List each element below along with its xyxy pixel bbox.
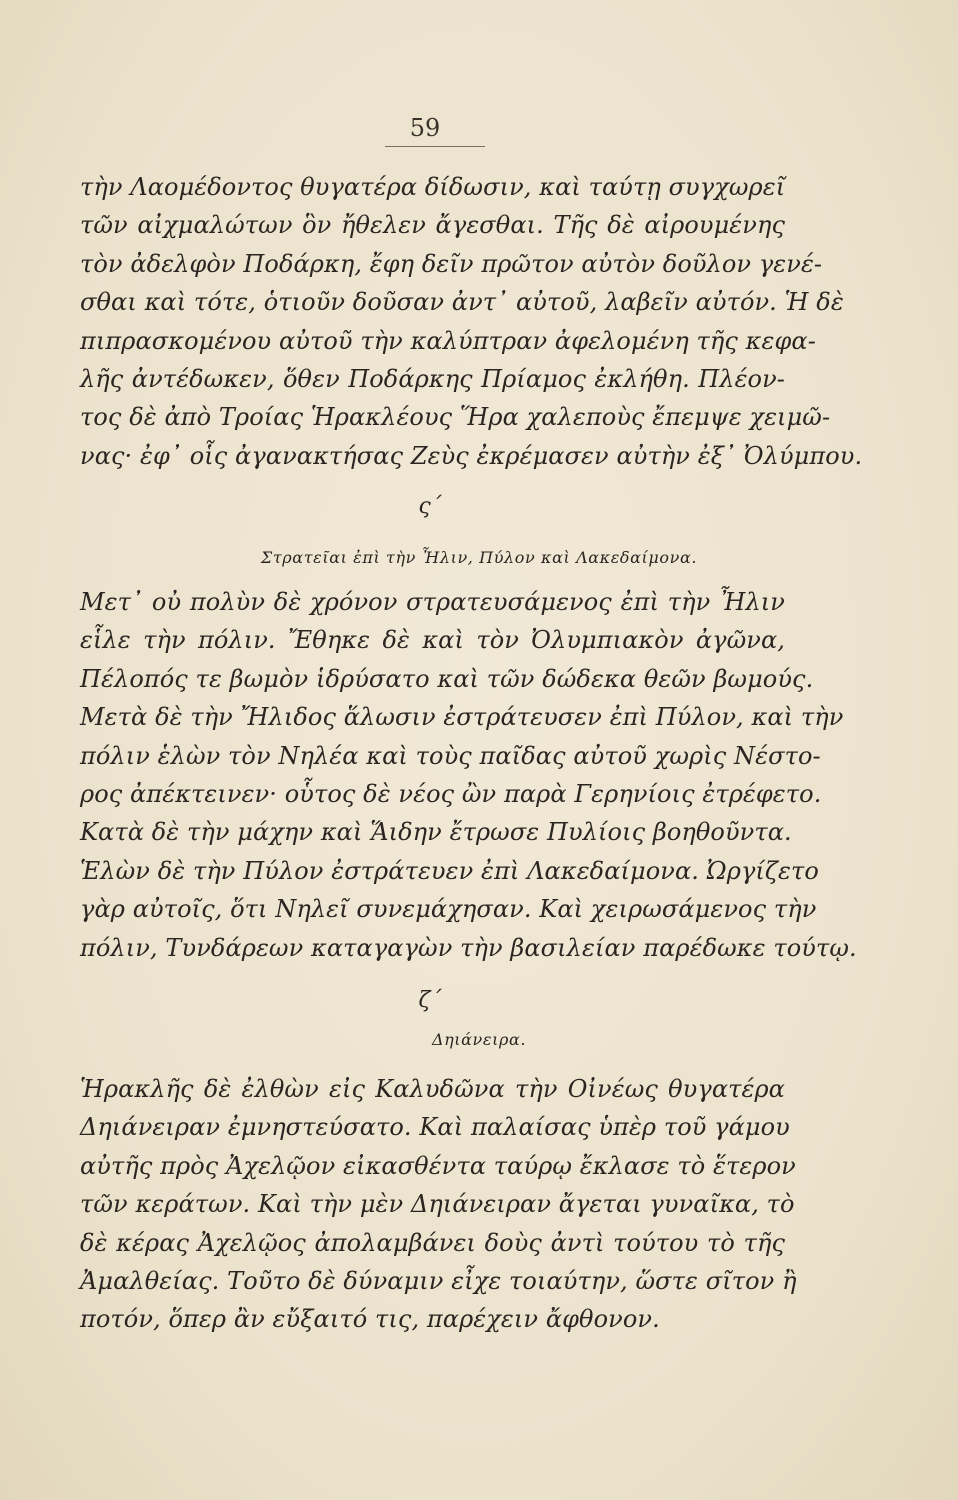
text-line: Ἀμαλθείας. Τοῦτο δὲ δύναμιν εἶχε τοιαύτην, ὥστε σῖτον ἢ bbox=[80, 1266, 797, 1295]
text-line: τὸν ἀδελφὸν Ποδάρκη, ἔφη δεῖν πρῶτον αὐτὸν δοῦλον γενέ- bbox=[80, 249, 823, 278]
paragraph-continuation bbox=[80, 168, 863, 475]
section-7-body bbox=[80, 1070, 797, 1339]
section-6-numeral: ς΄ bbox=[418, 494, 442, 519]
text-line: ποτόν, ὅπερ ἂν εὔξαιτό τις, παρέχειν ἄφθονον. bbox=[80, 1305, 660, 1334]
text-line: πόλιν ἑλὼν τὸν Νηλέα καὶ τοὺς παῖδας αὐτοῦ χωρὶς Νέστο- bbox=[80, 741, 821, 770]
text-line: Ἡρακλῆς δὲ ἐλθὼν εἰς Καλυδῶνα τὴν Οἰνέως θυγατέρα bbox=[80, 1075, 785, 1103]
text-line: γὰρ αὐτοῖς, ὅτι Νηλεῖ συνεμάχησαν. Καὶ χειρωσάμενος τὴν bbox=[80, 895, 817, 924]
section-7-heading: Δηιάνειρα. bbox=[431, 1030, 527, 1049]
text-line: Μετὰ δὲ τὴν Ἤλιδος ἅλωσιν ἐστράτευσεν ἐπὶ Πύλον, καὶ τὴν bbox=[80, 703, 844, 732]
section-6-heading: Στρατεῖαι ἐπὶ τὴν Ἦλιν, Πύλον καὶ Λακεδαίμονα. bbox=[260, 548, 698, 567]
text-line: Δηιάνειραν ἐμνηστεύσατο. Καὶ παλαίσας ὑπὲρ τοῦ γάμου bbox=[80, 1113, 790, 1142]
text-line: τος δὲ ἀπὸ Τροίας Ἡρακλέους Ἥρα χαλεποὺς ἔπεμψε χειμῶ- bbox=[80, 403, 831, 432]
page-number: 59 bbox=[409, 114, 441, 142]
text-line: εἷλε τὴν πόλιν. Ἔθηκε δὲ καὶ τὸν Ὀλυμπιακὸν ἀγῶνα, bbox=[80, 626, 785, 655]
text-line: τῶν αἰχμαλώτων ὃν ἤθελεν ἄγεσθαι. Τῆς δὲ αἰρουμένης bbox=[80, 211, 785, 240]
text-line: πόλιν, Τυνδάρεων καταγαγὼν τὴν βασιλείαν παρέδωκε τούτῳ. bbox=[80, 933, 857, 962]
text-line: Πέλοπός τε βωμὸν ἱδρύσατο καὶ τῶν δώδεκα θεῶν βωμούς. bbox=[80, 664, 814, 693]
text-line: τῶν κεράτων. Καὶ τὴν μὲν Δηιάνειραν ἄγεται γυναῖκα, τὸ bbox=[80, 1190, 795, 1219]
text-line: πιπρασκομένου αὐτοῦ τὴν καλύπτραν ἀφελομένη τῆς κεφα- bbox=[80, 326, 816, 355]
text-line: Ἑλὼν δὲ τὴν Πύλον ἐστράτευεν ἐπὶ Λακεδαίμονα. Ὠργίζετο bbox=[80, 856, 819, 885]
text-line: ρος ἀπέκτεινεν· οὗτος δὲ νέος ὢν παρὰ Γερηνίοις ἐτρέφετο. bbox=[80, 779, 822, 808]
text-line: τὴν Λαομέδοντος θυγατέρα δίδωσιν, καὶ ταύτῃ συγχωρεῖ bbox=[80, 173, 786, 201]
header-rule bbox=[385, 146, 485, 147]
text-line: λῆς ἀντέδωκεν, ὅθεν Ποδάρκης Πρίαμος ἐκλήθη. Πλέον- bbox=[80, 364, 785, 393]
text-line: σθαι καὶ τότε, ὁτιοῦν δοῦσαν ἀντ᾽ αὐτοῦ, λαβεῖν αὐτόν. Ἡ δὲ bbox=[80, 288, 844, 317]
text-line: νας· ἐφ᾽ οἷς ἀγανακτήσας Ζεὺς ἐκρέμασεν αὐτὴν ἐξ᾽ Ὀλύμπου. bbox=[80, 441, 863, 470]
text-line: Κατὰ δὲ τὴν μάχην καὶ Ἅιδην ἔτρωσε Πυλίοις βοηθοῦντα. bbox=[80, 818, 792, 847]
section-7-numeral: ζ΄ bbox=[418, 988, 442, 1013]
section-6-body bbox=[80, 583, 857, 967]
text-line: Μετ᾽ οὐ πολὺν δὲ χρόνον στρατευσάμενος ἐπὶ τὴν Ἦλιν bbox=[80, 588, 785, 616]
text-line: δὲ κέρας Ἀχελῷος ἀπολαμβάνει δοὺς ἀντὶ τούτου τὸ τῆς bbox=[80, 1228, 785, 1257]
text-line: αὐτῆς πρὸς Ἀχελῷον εἰκασθέντα ταύρῳ ἔκλασε τὸ ἕτερον bbox=[80, 1151, 796, 1180]
